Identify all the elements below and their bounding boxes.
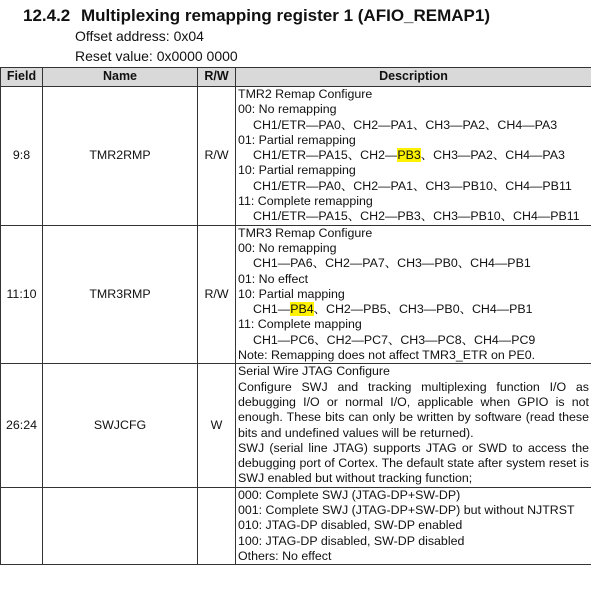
description-line: 10: Partial mapping [238,286,345,301]
description-line: 11: Complete remapping [238,194,373,209]
header-rw: R/W [198,68,236,87]
description-line: TMR2 Remap Configure [238,87,373,101]
name-cell [43,487,198,564]
table-row [1,87,591,226]
description-cell [236,487,591,564]
register-table [0,67,591,565]
line-text-pre: CH1— [253,302,291,317]
description-line: 010: JTAG-DP disabled, SW-DP enabled [238,518,463,533]
offset-address: Offset address: 0x04 [75,28,204,44]
section-number: 12.4.2 [23,6,71,25]
description-line: Note: Remapping does not affect TMR3_ETR on PE0. [238,348,536,363]
description-line: CH1—PC6、CH2—PC7、CH3—PC8、CH4—PC9 [253,332,536,347]
description-line: 00: No remapping [238,102,337,117]
line-text-pre: CH1/ETR—PA15、CH2— [253,148,398,163]
description-cell [236,225,591,364]
section-heading [23,6,490,26]
field-cell [1,487,43,564]
header-description: Description [236,68,591,87]
highlighted-pin: PB4 [290,302,314,317]
description-line: 01: No effect [238,271,309,286]
reset-value: Reset value: 0x0000 0000 [75,48,238,64]
line-text-post: 、CH3—PA2、CH4—PA3 [420,148,565,163]
name-cell: SWJCFG [43,364,198,487]
description-line: Serial Wire JTAG Configure [238,364,390,379]
description-line: 00: No remapping [238,240,337,255]
table-row [1,487,591,564]
description-line: CH1/ETR—PA0、CH2—PA1、CH3—PB10、CH4—PB11 [253,178,572,193]
description-line: 11: Complete mapping [238,317,362,332]
table-row [1,225,591,364]
field-cell: 9:8 [1,87,43,226]
table-header-row [1,68,591,87]
description-cell [236,364,591,487]
line-text-post: 、CH2—PB5、CH3—PB0、CH4—PB1 [313,302,533,317]
rw-cell [198,487,236,564]
name-cell: TMR3RMP [43,225,198,364]
description-line: CH1/ETR—PA0、CH2—PA1、CH3—PA2、CH4—PA3 [253,117,558,132]
rw-cell: W [198,364,236,487]
description-line: 100: JTAG-DP disabled, SW-DP disabled [238,533,465,548]
description-line: Configure SWJ and tracking multiplexing function I/O as debugging I/O or normal I/O, applicable when GPIO is not enough. These bits can only be written by software (read these bits and undefined values will be returned). [238,379,589,440]
description-line: CH1/ETR—PA15、CH2—PB3、CH3—PB10、CH4—PB11 [253,209,580,224]
description-line: SWJ (serial line JTAG) supports JTAG or SWD to access the debugging port of Cortex. The default state after system reset is SWJ enabled but without tracking function; [238,440,589,486]
header-name: Name [43,68,198,87]
highlighted-pin: PB3 [397,148,421,163]
header-field: Field [1,68,43,87]
field-cell: 11:10 [1,225,43,364]
description-line: Others: No effect [238,548,332,563]
description-line: 001: Complete SWJ (JTAG-DP+SW-DP) but without NJTRST [238,503,575,518]
rw-cell: R/W [198,225,236,364]
description-line: TMR3 Remap Configure [238,225,373,240]
name-cell: TMR2RMP [43,87,198,226]
rw-cell: R/W [198,87,236,226]
description-cell [236,87,591,226]
field-cell: 26:24 [1,364,43,487]
table-row [1,364,591,487]
table-body [1,87,591,565]
section-title: Multiplexing remapping register 1 (AFIO_REMAP1) [81,6,491,25]
description-line: 000: Complete SWJ (JTAG-DP+SW-DP) [238,487,461,502]
description-line: 01: Partial remapping [238,132,356,147]
description-line [238,302,589,317]
description-line [238,148,589,163]
description-line: CH1—PA6、CH2—PA7、CH3—PB0、CH4—PB1 [253,256,531,271]
description-line: 10: Partial remapping [238,163,356,178]
